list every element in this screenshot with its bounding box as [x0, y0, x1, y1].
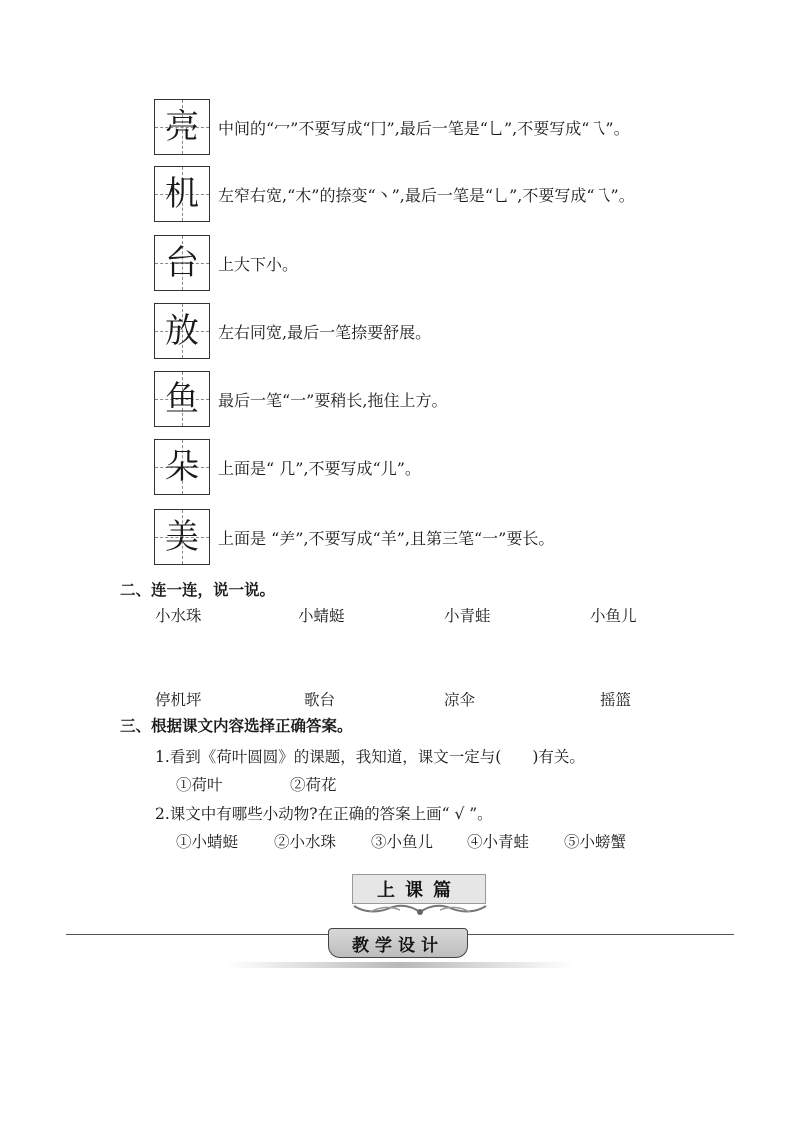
match-word-bottom[interactable]: 歌台 [304, 691, 336, 709]
question-1: 1.看到《荷叶圆圆》的课题，我知道，课文一定与( )有关。 [155, 748, 585, 766]
char-grid-box [154, 235, 210, 291]
practice-char: 机 [165, 174, 199, 214]
char-note: 上面是 “⺶”,不要写成“羊”,且第三笔“一”要长。 [218, 528, 555, 548]
practice-char: 朵 [165, 447, 199, 487]
char-note: 左右同宽,最后一笔捺要舒展。 [218, 322, 432, 342]
section-banner: 上课篇 [352, 874, 486, 904]
char-grid-box [154, 439, 210, 495]
match-word-top[interactable]: 小鱼儿 [590, 607, 637, 625]
practice-char: 台 [165, 243, 199, 283]
banner-ornament-icon [350, 900, 490, 918]
question-2: 2.课文中有哪些小动物?在正确的答案上画“ √ ”。 [155, 805, 493, 823]
section2-title: 二、连一连，说一说。 [120, 581, 276, 599]
match-word-top[interactable]: 小水珠 [155, 607, 202, 625]
char-note: 上面是“ 几”,不要写成“儿”。 [218, 458, 421, 478]
match-word-bottom[interactable]: 停机坪 [155, 691, 202, 709]
char-note: 上大下小。 [218, 254, 299, 274]
q2-option[interactable]: ②小水珠 [274, 833, 337, 851]
char-grid-box [154, 509, 210, 565]
char-note: 最后一笔“一”要稍长,拖住上方。 [218, 390, 448, 410]
section3-title: 三、根据课文内容选择正确答案。 [120, 717, 353, 735]
q2-option[interactable]: ④小青蛙 [467, 833, 530, 851]
char-note: 左窄右宽,“木”的捺变“丶”,最后一笔是“乚”,不要写成“乁”。 [218, 185, 635, 205]
char-row [154, 436, 421, 498]
q2-option[interactable]: ①小蜻蜓 [176, 833, 239, 851]
q2-option[interactable]: ⑤小螃蟹 [564, 833, 627, 851]
q1-option[interactable]: ②荷花 [290, 776, 337, 794]
section-tab: 教学设计 [328, 928, 468, 958]
char-row [154, 506, 554, 568]
practice-char: 放 [165, 311, 199, 351]
match-word-top[interactable]: 小青蛙 [444, 607, 491, 625]
practice-char: 鱼 [165, 379, 199, 419]
char-row [154, 300, 431, 362]
q2-option[interactable]: ③小鱼儿 [371, 833, 434, 851]
char-grid-box [154, 166, 210, 222]
char-row [154, 368, 447, 430]
char-grid-box [154, 99, 210, 155]
char-grid-box [154, 303, 210, 359]
char-row [154, 232, 298, 294]
char-row [154, 163, 635, 225]
char-row [154, 96, 630, 158]
char-note: 中间的“冖”不要写成“冂”,最后一笔是“乚”,不要写成“乁”。 [218, 118, 630, 138]
match-word-top[interactable]: 小蜻蜓 [298, 607, 345, 625]
match-word-bottom[interactable]: 凉伞 [444, 691, 476, 709]
match-word-bottom[interactable]: 摇篮 [600, 691, 632, 709]
char-grid-box [154, 371, 210, 427]
practice-char: 亮 [165, 107, 199, 147]
practice-char: 美 [165, 517, 199, 557]
shadow-divider [226, 962, 574, 968]
q1-option[interactable]: ①荷叶 [176, 776, 223, 794]
